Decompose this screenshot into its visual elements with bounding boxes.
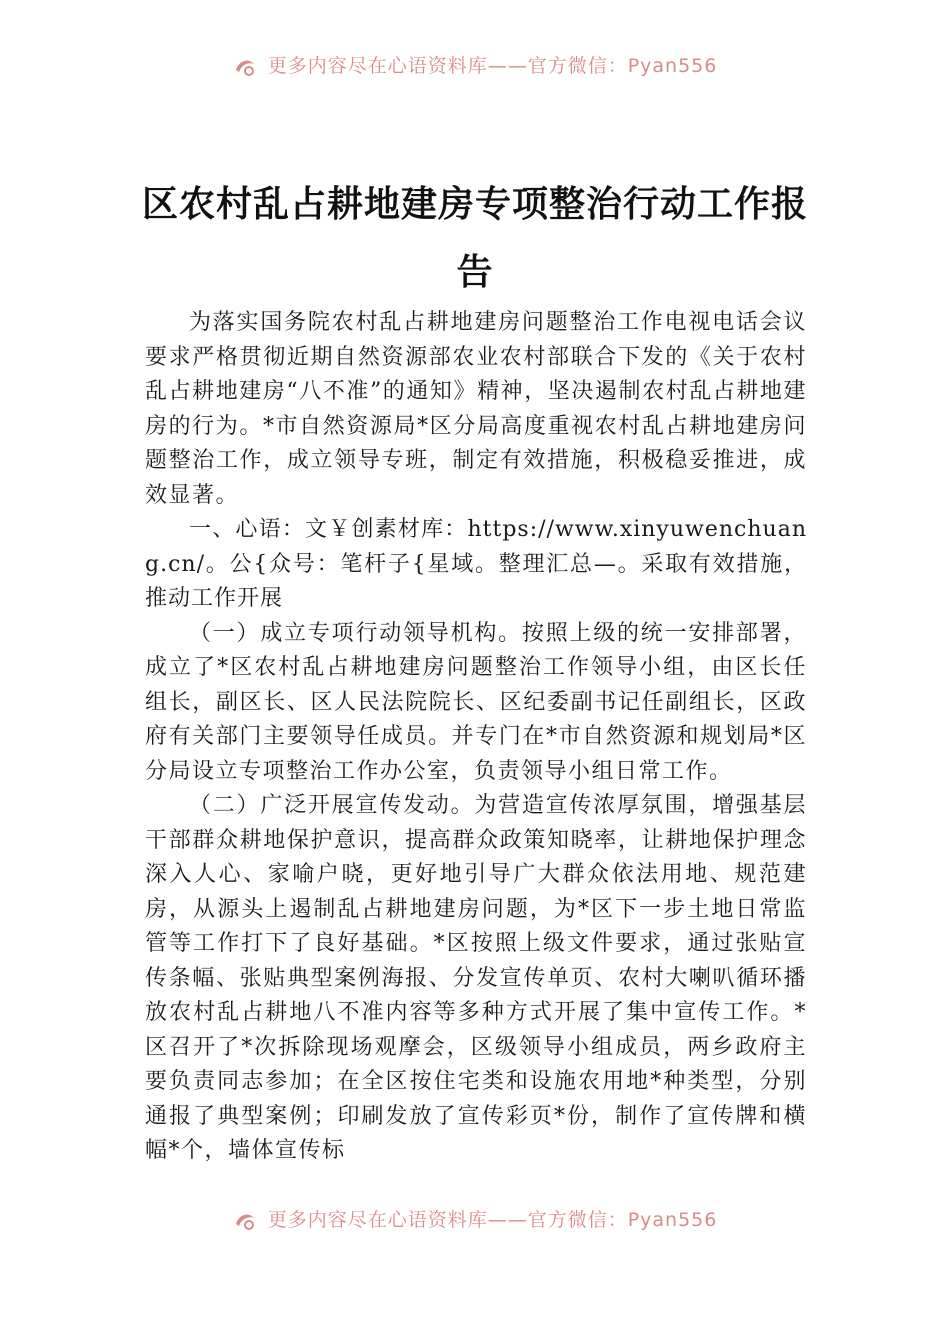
- header-watermark: [0, 54, 950, 78]
- watermark-text: 更多内容尽在心语资料库——官方微信：Pyan556: [267, 55, 718, 77]
- paragraph-intro: 为落实国务院农村乱占耕地建房问题整治工作电视电话会议要求严格贯彻近期自然资源部农业农村部联合下发的《关于农村乱占耕地建房“八不准”的通知》精神，坚决遏制农村乱占耕地建房的行为。*市自然资源局*区分局高度重视农村乱占耕地建房问题整治工作，成立领导专班，制定有效措施，积极稳妥推进，成效显著。: [145, 310, 807, 508]
- watermark-logo-icon: [233, 1210, 257, 1232]
- document-title: 区农村乱占耕地建房专项整治行动工作报告: [141, 183, 808, 293]
- document-body: [145, 306, 807, 1169]
- watermark-logo-icon: [233, 56, 257, 78]
- paragraph-section-one: 一、心语：文￥创素材库：https://www.xinyuwenchuang.cn/。公{众号：笔杆子{星域。整理汇总—。采取有效措施，推动工作开展: [145, 517, 807, 611]
- watermark-text: 更多内容尽在心语资料库——官方微信：Pyan556: [267, 1209, 718, 1231]
- paragraph-item-two: （二）广泛开展宣传发动。为营造宣传浓厚氛围，增强基层干部群众耕地保护意识，提高群众政策知晓率，让耕地保护理念深入人心、家喻户晓，更好地引导广大群众依法用地、规范建房，从源头上遏制乱占耕地建房问题，为*区下一步土地日常监管等工作打下了良好基础。*区按照上级文件要求，通过张贴宣传条幅、张贴典型案例海报、分发宣传单页、农村大喇叭循环播放农村乱占耕地八不准内容等多种方式开展了集中宣传工作。*区召开了*次拆除现场观摩会，区级领导小组成员，两乡政府主要负责同志参加；在全区按住宅类和设施农用地*种类型，分别通报了典型案例；印刷发放了宣传彩页*份，制作了宣传牌和横幅*个，墙体宣传标: [145, 793, 807, 1163]
- paragraph-item-one: （一）成立专项行动领导机构。按照上级的统一安排部署，成立了*区农村乱占耕地建房问题整治工作领导小组，由区长任组长，副区长、区人民法院院长、区纪委副书记任副组长，区政府有关部门主要领导任成员。并专门在*市自然资源和规划局*区分局设立专项整治工作办公室，负责领导小组日常工作。: [145, 620, 807, 784]
- footer-watermark: [0, 1208, 950, 1232]
